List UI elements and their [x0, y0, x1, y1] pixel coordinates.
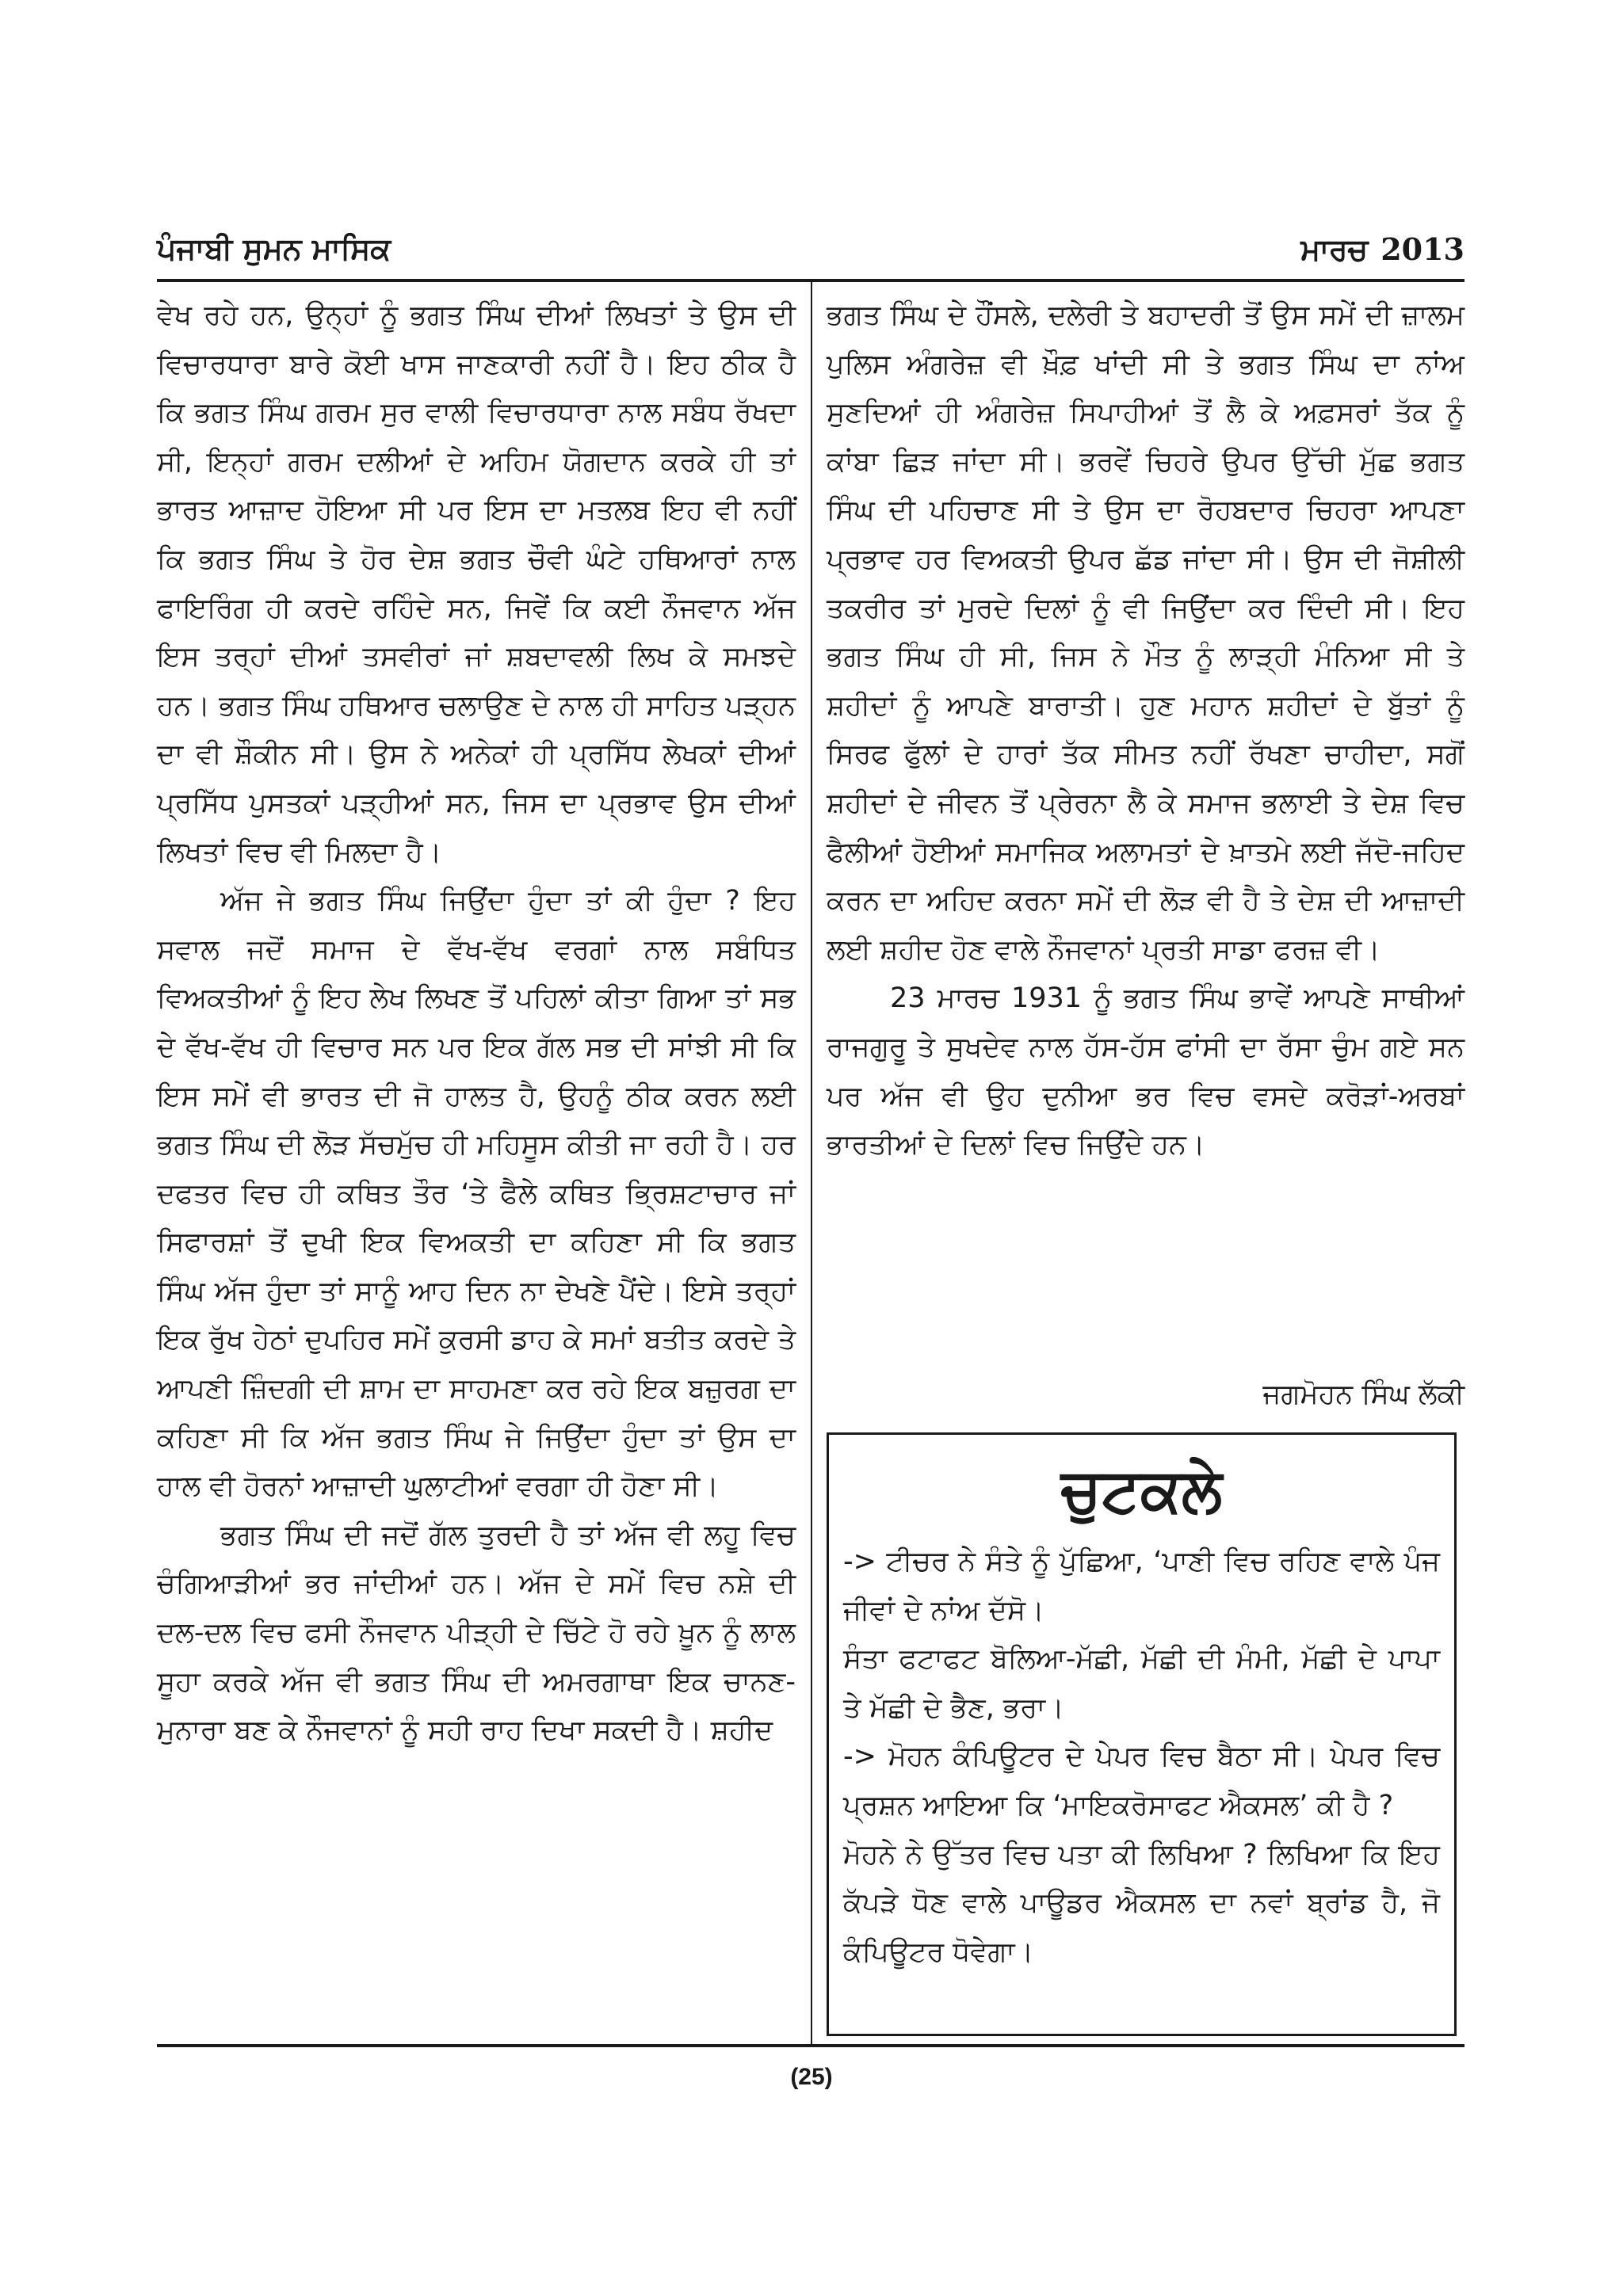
right-column — [827, 292, 1465, 1170]
left-paragraph-3: ਭਗਤ ਸਿੰਘ ਦੀ ਜਦੋਂ ਗੱਲ ਤੁਰਦੀ ਹੈ ਤਾਂ ਅੱਜ ਵੀ ਲਹੂ ਵਿਚ ਚੰਗਿਆੜੀਆਂ ਭਰ ਜਾਂਦੀਆਂ ਹਨ। ਅੱਜ ਦੇ ਸਮੇਂ ਵਿਚ ਨਸ਼ੇ ਦੀ ਦਲ-ਦਲ ਵਿਚ ਫਸੀ ਨੌਜਵਾਨ ਪੀੜ੍ਹੀ ਦੇ ਚਿੱਟੇ ਹੋ ਰਹੇ ਖ਼ੂਨ ਨੂੰ ਲਾਲ ਸੂਹਾ ਕਰਕੇ ਅੱਜ ਵੀ ਭਗਤ ਸਿੰਘ ਦੀ ਅਮਰਗਾਥਾ ਇਕ ਚਾਨਣ-ਮੁਨਾਰਾ ਬਣ ਕੇ ਨੌਜਵਾਨਾਂ ਨੂੰ ਸਹੀ ਰਾਹ ਦਿਖਾ ਸਕਦੀ ਹੈ। ਸ਼ਹੀਦ — [157, 1519, 796, 1747]
page-number: (25) — [790, 2064, 833, 2090]
joke-1-answer: ਸੰਤਾ ਫਟਾਫਟ ਬੋਲਿਆ-ਮੱਛੀ, ਮੱਛੀ ਦੀ ਮੰਮੀ, ਮੱਛੀ ਦੇ ਪਾਪਾ ਤੇ ਮੱਛੀ ਦੇ ਭੈਣ, ਭਰਾ। — [843, 1643, 1440, 1724]
right-paragraph-2: 23 ਮਾਰਚ 1931 ਨੂੰ ਭਗਤ ਸਿੰਘ ਭਾਵੇਂ ਆਪਣੇ ਸਾਥੀਆਂ ਰਾਜਗੁਰੂ ਤੇ ਸੁਖਦੇਵ ਨਾਲ ਹੱਸ-ਹੱਸ ਫਾਂਸੀ ਦਾ ਰੱਸਾ ਚੁੰਮ ਗਏ ਸਨ ਪਰ ਅੱਜ ਵੀ ਉਹ ਦੁਨੀਆ ਭਰ ਵਿਚ ਵਸਦੇ ਕਰੋੜਾਂ-ਅਰਬਾਂ ਭਾਰਤੀਆਂ ਦੇ ਦਿਲਾਂ ਵਿਚ ਜਿਉਂਦੇ ਹਨ। — [827, 982, 1465, 1161]
jokes-body — [843, 1538, 1440, 1977]
issue-month: ਮਾਰਚ — [1300, 232, 1369, 267]
left-paragraph-2: ਅੱਜ ਜੇ ਭਗਤ ਸਿੰਘ ਜਿਉਂਦਾ ਹੁੰਦਾ ਤਾਂ ਕੀ ਹੁੰਦਾ ? ਇਹ ਸਵਾਲ ਜਦੋਂ ਸਮਾਜ ਦੇ ਵੱਖ-ਵੱਖ ਵਰਗਾਂ ਨਾਲ ਸਬੰਧਿਤ ਵਿਅਕਤੀਆਂ ਨੂੰ ਇਹ ਲੇਖ ਲਿਖਣ ਤੋਂ ਪਹਿਲਾਂ ਕੀਤਾ ਗਿਆ ਤਾਂ ਸਭ ਦੇ ਵੱਖ-ਵੱਖ ਹੀ ਵਿਚਾਰ ਸਨ ਪਰ ਇਕ ਗੱਲ ਸਭ ਦੀ ਸਾਂਝੀ ਸੀ ਕਿ ਇਸ ਸਮੇਂ ਵੀ ਭਾਰਤ ਦੀ ਜੋ ਹਾਲਤ ਹੈ, ਉਹਨੂੰ ਠੀਕ ਕਰਨ ਲਈ ਭਗਤ ਸਿੰਘ ਦੀ ਲੋੜ ਸੱਚਮੁੱਚ ਹੀ ਮਹਿਸੂਸ ਕੀਤੀ ਜਾ ਰਹੀ ਹੈ। ਹਰ ਦਫਤਰ ਵਿਚ ਹੀ ਕਥਿਤ ਤੌਰ ‘ਤੇ ਫੈਲੇ ਕਥਿਤ ਭ੍ਰਿਸ਼ਟਾਚਾਰ ਜਾਂ ਸਿਫਾਰਸ਼ਾਂ ਤੋਂ ਦੁਖੀ ਇਕ ਵਿਅਕਤੀ ਦਾ ਕਹਿਣਾ ਸੀ ਕਿ ਭਗਤ ਸਿੰਘ ਅੱਜ ਹੁੰਦਾ ਤਾਂ ਸਾਨੂੰ ਆਹ ਦਿਨ ਨਾ ਦੇਖਣੇ ਪੈਂਦੇ। ਇਸੇ ਤਰ੍ਹਾਂ ਇਕ ਰੁੱਖ ਹੇਠਾਂ ਦੁਪਹਿਰ ਸਮੇਂ ਕੁਰਸੀ ਡਾਹ ਕੇ ਸਮਾਂ ਬਤੀਤ ਕਰਦੇ ਤੇ ਆਪਣੀ ਜ਼ਿੰਦਗੀ ਦੀ ਸ਼ਾਮ ਦਾ ਸਾਹਮਣਾ ਕਰ ਰਹੇ ਇਕ ਬਜ਼ੁਰਗ ਦਾ ਕਹਿਣਾ ਸੀ ਕਿ ਅੱਜ ਭਗਤ ਸਿੰਘ ਜੇ ਜਿਉਂਦਾ ਹੁੰਦਾ ਤਾਂ ਉਸ ਦਾ ਹਾਲ ਵੀ ਹੋਰਨਾਂ ਆਜ਼ਾਦੀ ਘੁਲਾਟੀਆਂ ਵਰਗਾ ਹੀ ਹੋਣਾ ਸੀ। — [157, 885, 796, 1503]
left-paragraph-1: ਵੇਖ ਰਹੇ ਹਨ, ਉਨ੍ਹਾਂ ਨੂੰ ਭਗਤ ਸਿੰਘ ਦੀਆਂ ਲਿਖਤਾਂ ਤੇ ਉਸ ਦੀ ਵਿਚਾਰਧਾਰਾ ਬਾਰੇ ਕੋਈ ਖਾਸ ਜਾਣਕਾਰੀ ਨਹੀਂ ਹੈ। ਇਹ ਠੀਕ ਹੈ ਕਿ ਭਗਤ ਸਿੰਘ ਗਰਮ ਸੁਰ ਵਾਲੀ ਵਿਚਾਰਧਾਰਾ ਨਾਲ ਸਬੰਧ ਰੱਖਦਾ ਸੀ, ਇਨ੍ਹਾਂ ਗਰਮ ਦਲੀਆਂ ਦੇ ਅਹਿਮ ਯੋਗਦਾਨ ਕਰਕੇ ਹੀ ਤਾਂ ਭਾਰਤ ਆਜ਼ਾਦ ਹੋਇਆ ਸੀ ਪਰ ਇਸ ਦਾ ਮਤਲਬ ਇਹ ਵੀ ਨਹੀਂ ਕਿ ਭਗਤ ਸਿੰਘ ਤੇ ਹੋਰ ਦੇਸ਼ ਭਗਤ ਚੌਵੀ ਘੰਟੇ ਹਥਿਆਰਾਂ ਨਾਲ ਫਾਇਰਿੰਗ ਹੀ ਕਰਦੇ ਰਹਿੰਦੇ ਸਨ, ਜਿਵੇਂ ਕਿ ਕਈ ਨੌਜਵਾਨ ਅੱਜ ਇਸ ਤਰ੍ਹਾਂ ਦੀਆਂ ਤਸਵੀਰਾਂ ਜਾਂ ਸ਼ਬਦਾਵਲੀ ਲਿਖ ਕੇ ਸਮਝਦੇ ਹਨ। ਭਗਤ ਸਿੰਘ ਹਥਿਆਰ ਚਲਾਉਣ ਦੇ ਨਾਲ ਹੀ ਸਾਹਿਤ ਪੜ੍ਹਨ ਦਾ ਵੀ ਸ਼ੌਕੀਨ ਸੀ। ਉਸ ਨੇ ਅਨੇਕਾਂ ਹੀ ਪ੍ਰਸਿੱਧ ਲੇਖਕਾਂ ਦੀਆਂ ਪ੍ਰਸਿੱਧ ਪੁਸਤਕਾਂ ਪੜ੍ਹੀਆਂ ਸਨ, ਜਿਸ ਦਾ ਪ੍ਰਭਾਵ ਉਸ ਦੀਆਂ ਲਿਖਤਾਂ ਵਿਚ ਵੀ ਮਿਲਦਾ ਹੈ। — [157, 299, 796, 868]
joke-2-answer: ਮੋਹਨੇ ਨੇ ਉੱਤਰ ਵਿਚ ਪਤਾ ਕੀ ਲਿਖਿਆ ? ਲਿਖਿਆ ਕਿ ਇਹ ਕੱਪੜੇ ਧੋਣ ਵਾਲੇ ਪਾਊਡਰ ਐਕਸਲ ਦਾ ਨਵਾਂ ਬ੍ਰਾਂਡ ਹੈ, ਜੋ ਕੰਪਿਊਟਰ ਧੋਵੇਗਾ। — [843, 1838, 1440, 1968]
joke-2-question: -> ਮੋਹਨ ਕੰਪਿਊਟਰ ਦੇ ਪੇਪਰ ਵਿਚ ਬੈਠਾ ਸੀ। ਪੇਪਰ ਵਿਚ ਪ੍ਰਸ਼ਨ ਆਇਆ ਕਿ ‘ਮਾਇਕਰੋਸਾਫਟ ਐਕਸਲ’ ਕੀ ਹੈ ? — [843, 1741, 1440, 1821]
column-divider — [811, 282, 812, 2044]
jokes-title: ਚੁਟਕਲੇ — [1060, 1455, 1223, 1525]
left-column — [157, 292, 796, 1756]
right-paragraph-1: ਭਗਤ ਸਿੰਘ ਦੇ ਹੌਂਸਲੇ, ਦਲੇਰੀ ਤੇ ਬਹਾਦਰੀ ਤੋਂ ਉਸ ਸਮੇਂ ਦੀ ਜ਼ਾਲਮ ਪੁਲਿਸ ਅੰਗਰੇਜ਼ ਵੀ ਖ਼ੌਫ਼ ਖਾਂਦੀ ਸੀ ਤੇ ਭਗਤ ਸਿੰਘ ਦਾ ਨਾਂਅ ਸੁਣਦਿਆਂ ਹੀ ਅੰਗਰੇਜ਼ ਸਿਪਾਹੀਆਂ ਤੋਂ ਲੈ ਕੇ ਅਫ਼ਸਰਾਂ ਤੱਕ ਨੂੰ ਕਾਂਬਾ ਛਿੜ ਜਾਂਦਾ ਸੀ। ਭਰਵੇਂ ਚਿਹਰੇ ਉਪਰ ਉੱਚੀ ਮੁੱਛ ਭਗਤ ਸਿੰਘ ਦੀ ਪਹਿਚਾਣ ਸੀ ਤੇ ਉਸ ਦਾ ਰੋਹਬਦਾਰ ਚਿਹਰਾ ਆਪਣਾ ਪ੍ਰਭਾਵ ਹਰ ਵਿਅਕਤੀ ਉਪਰ ਛੱਡ ਜਾਂਦਾ ਸੀ। ਉਸ ਦੀ ਜੋਸ਼ੀਲੀ ਤਕਰੀਰ ਤਾਂ ਮੁਰਦੇ ਦਿਲਾਂ ਨੂੰ ਵੀ ਜਿਉਂਦਾ ਕਰ ਦਿੰਦੀ ਸੀ। ਇਹ ਭਗਤ ਸਿੰਘ ਹੀ ਸੀ, ਜਿਸ ਨੇ ਮੌਤ ਨੂੰ ਲਾੜ੍ਹੀ ਮੰਨਿਆ ਸੀ ਤੇ ਸ਼ਹੀਦਾਂ ਨੂੰ ਆਪਣੇ ਬਾਰਾਤੀ। ਹੁਣ ਮਹਾਨ ਸ਼ਹੀਦਾਂ ਦੇ ਬੁੱਤਾਂ ਨੂੰ ਸਿਰਫ ਫੁੱਲਾਂ ਦੇ ਹਾਰਾਂ ਤੱਕ ਸੀਮਤ ਨਹੀਂ ਰੱਖਣਾ ਚਾਹੀਦਾ, ਸਗੋਂ ਸ਼ਹੀਦਾਂ ਦੇ ਜੀਵਨ ਤੋਂ ਪ੍ਰੇਰਨਾ ਲੈ ਕੇ ਸਮਾਜ ਭਲਾਈ ਤੇ ਦੇਸ਼ ਵਿਚ ਫੈਲੀਆਂ ਹੋਈਆਂ ਸਮਾਜਿਕ ਅਲਾਮਤਾਂ ਦੇ ਖ਼ਾਤਮੇ ਲਈ ਜੱਦੋ-ਜਹਿਦ ਕਰਨ ਦਾ ਅਹਿਦ ਕਰਨਾ ਸਮੇਂ ਦੀ ਲੋੜ ਵੀ ਹੈ ਤੇ ਦੇਸ਼ ਦੀ ਆਜ਼ਾਦੀ ਲਈ ਸ਼ਹੀਦ ਹੋਣ ਵਾਲੇ ਨੌਜਵਾਨਾਂ ਪ੍ਰਤੀ ਸਾਡਾ ਫਰਜ਼ ਵੀ। — [827, 299, 1465, 966]
issue-date — [1300, 231, 1465, 268]
page-header — [157, 231, 1465, 277]
issue-year: 2013 — [1381, 231, 1465, 267]
footer-rule — [157, 2044, 1465, 2047]
author-signature: ਜਗਮੋਹਨ ਸਿੰਘ ਲੱਕੀ — [1262, 1379, 1465, 1410]
joke-1-question: -> ਟੀਚਰ ਨੇ ਸੰਤੇ ਨੂੰ ਪੁੱਛਿਆ, ‘ਪਾਣੀ ਵਿਚ ਰਹਿਣ ਵਾਲੇ ਪੰਜ ਜੀਵਾਂ ਦੇ ਨਾਂਅ ਦੱਸੋ। — [843, 1546, 1440, 1627]
jokes-box — [827, 1432, 1457, 2036]
magazine-title: ਪੰਜਾਬੀ ਸੁਮਨ ਮਾਸਿਕ — [157, 231, 391, 266]
